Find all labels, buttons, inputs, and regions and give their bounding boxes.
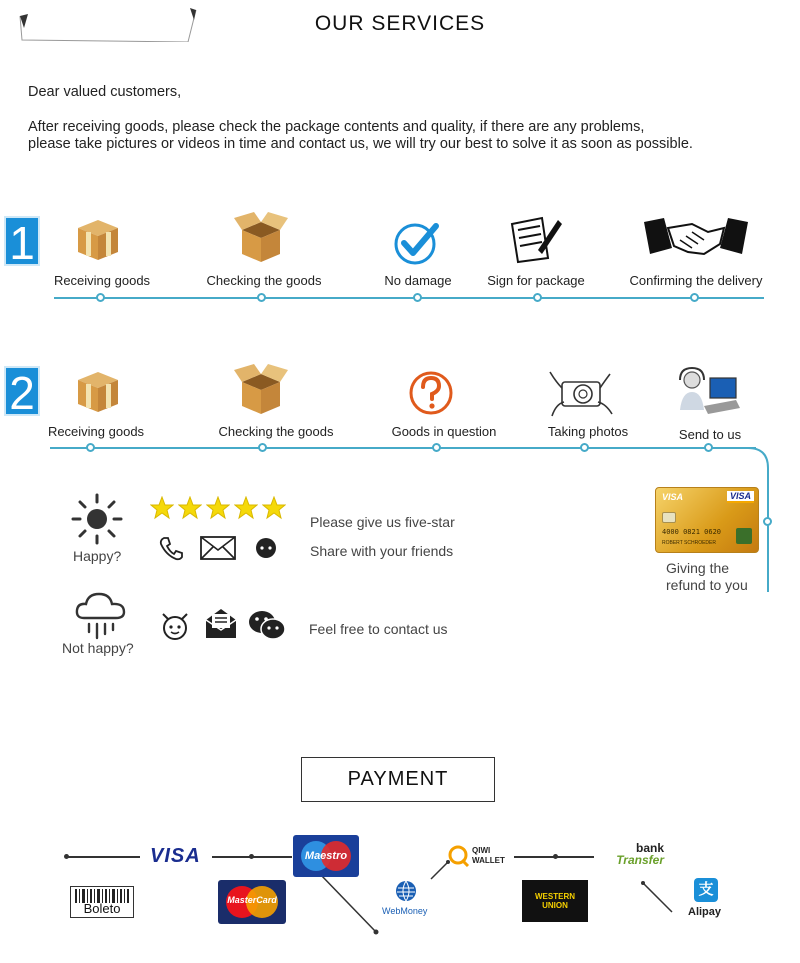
not-happy-label: Not happy? [62, 640, 134, 656]
card-number: 4000 0821 0620 [662, 528, 722, 536]
flow2-timeline [50, 447, 756, 449]
flow1-dot-4 [533, 293, 542, 302]
flow1-dot-2 [257, 293, 266, 302]
phone-icon [158, 535, 184, 561]
alipay-text: Alipay [688, 906, 722, 918]
webmoney-globe-icon [395, 880, 417, 902]
sun-icon [70, 492, 124, 546]
star-icon [178, 496, 202, 520]
flow2-number-badge: 2 [4, 366, 40, 416]
happy-line-1: Please give us five-star [310, 514, 455, 530]
visa-card-image [655, 487, 759, 553]
refund-line-2: refund to you [666, 577, 748, 593]
checkmark-icon [394, 220, 440, 266]
western-line-1: WESTERN [535, 892, 575, 901]
boleto-text: Boleto [83, 901, 121, 916]
happy-label: Happy? [73, 548, 122, 564]
mastercard-text: MasterCard [227, 895, 277, 905]
open-box-icon [232, 208, 290, 264]
sign-document-icon [508, 214, 562, 264]
flow1-dot-5 [690, 293, 699, 302]
flow2-step-5-label: Send to us [678, 427, 742, 442]
visa-logo: VISA [150, 845, 201, 867]
webmoney-text: WebMoney [382, 906, 428, 916]
maestro-text: Maestro [304, 850, 348, 862]
qiwi-icon [448, 845, 470, 867]
box-icon [72, 364, 124, 414]
qiwi-line-1: QIWI [472, 846, 491, 855]
camera-hands-icon [546, 368, 616, 420]
chat-bubble-icon [254, 536, 278, 560]
transfer-text: Transfer [616, 853, 664, 867]
greeting: Dear valued customers, [28, 84, 182, 100]
happy-line-2: Share with your friends [310, 543, 454, 559]
flow1-step-1-label: Receiving goods [53, 273, 151, 288]
bank-transfer-logo [598, 842, 664, 866]
maestro-logo [293, 835, 359, 877]
open-mail-icon [204, 606, 238, 640]
handshake-icon [642, 214, 750, 260]
connector-diagonal [640, 880, 676, 916]
alipay-icon: 支 [694, 878, 718, 902]
flow2-dot-1 [86, 443, 95, 452]
qq-face-icon [160, 611, 190, 641]
qiwi-text [472, 846, 505, 866]
card-holder: ROBERT SCHROEDER [662, 540, 716, 546]
box-icon [72, 212, 124, 262]
intro-message [28, 119, 788, 153]
rain-cloud-icon [74, 590, 128, 642]
flow2-dot-4 [580, 443, 589, 452]
star-icon [150, 496, 174, 520]
payment-title: PAYMENT [301, 757, 495, 802]
five-star-rating [150, 496, 286, 520]
refund-label [666, 560, 748, 594]
flow2-dot-3 [432, 443, 441, 452]
star-icon [262, 496, 286, 520]
mail-icon [200, 535, 236, 561]
flow1-step-4-label: Sign for package [487, 273, 585, 288]
card-chip-icon [662, 512, 676, 523]
mastercard-logo [218, 880, 286, 924]
flow2-step-1-label: Receiving goods [47, 424, 145, 439]
boleto-logo [70, 886, 134, 918]
flow2-dot-6 [763, 517, 772, 526]
flow2-step-2-label: Checking the goods [218, 424, 334, 439]
flow1-step-3-label: No damage [384, 273, 452, 288]
connector-line [66, 856, 140, 858]
qiwi-line-2: WALLET [472, 856, 505, 865]
refund-line-1: Giving the [666, 560, 730, 576]
question-mark-icon [408, 370, 454, 416]
connector-dot [553, 854, 558, 859]
bank-text: bank [635, 841, 664, 855]
flow1-dot-1 [96, 293, 105, 302]
open-box-icon [232, 360, 290, 416]
flow1-step-2-label: Checking the goods [206, 273, 322, 288]
customer-service-icon [676, 366, 740, 422]
intro-line-1: After receiving goods, please check the package contents and quality, if there are any problems, [28, 119, 645, 135]
page-title: OUR SERVICES [314, 12, 486, 35]
intro-line-2: please take pictures or videos in time and contact us, we will try our best to solve it as soon as possible. [28, 136, 693, 152]
flow1-number-badge: 1 [4, 216, 40, 266]
flow2-dot-2 [258, 443, 267, 452]
flow1-dot-3 [413, 293, 422, 302]
not-happy-line: Feel free to contact us [309, 621, 448, 637]
connector-diagonal [318, 872, 380, 936]
card-hologram-icon [736, 528, 752, 544]
flow2-step-4-label: Taking photos [547, 424, 629, 439]
star-icon [206, 496, 230, 520]
wechat-icon [248, 609, 286, 641]
connector-dot [249, 854, 254, 859]
card-brand-logo: VISA [727, 491, 754, 503]
western-union-logo [522, 880, 588, 922]
flow2-step-3-label: Goods in question [391, 424, 497, 439]
flow1-step-5-label: Confirming the delivery [629, 273, 763, 288]
star-icon [234, 496, 258, 520]
flow2-dot-5 [704, 443, 713, 452]
western-line-2: UNION [542, 901, 568, 910]
flow1-timeline [54, 297, 764, 299]
card-brand-left: VISA [662, 492, 684, 502]
